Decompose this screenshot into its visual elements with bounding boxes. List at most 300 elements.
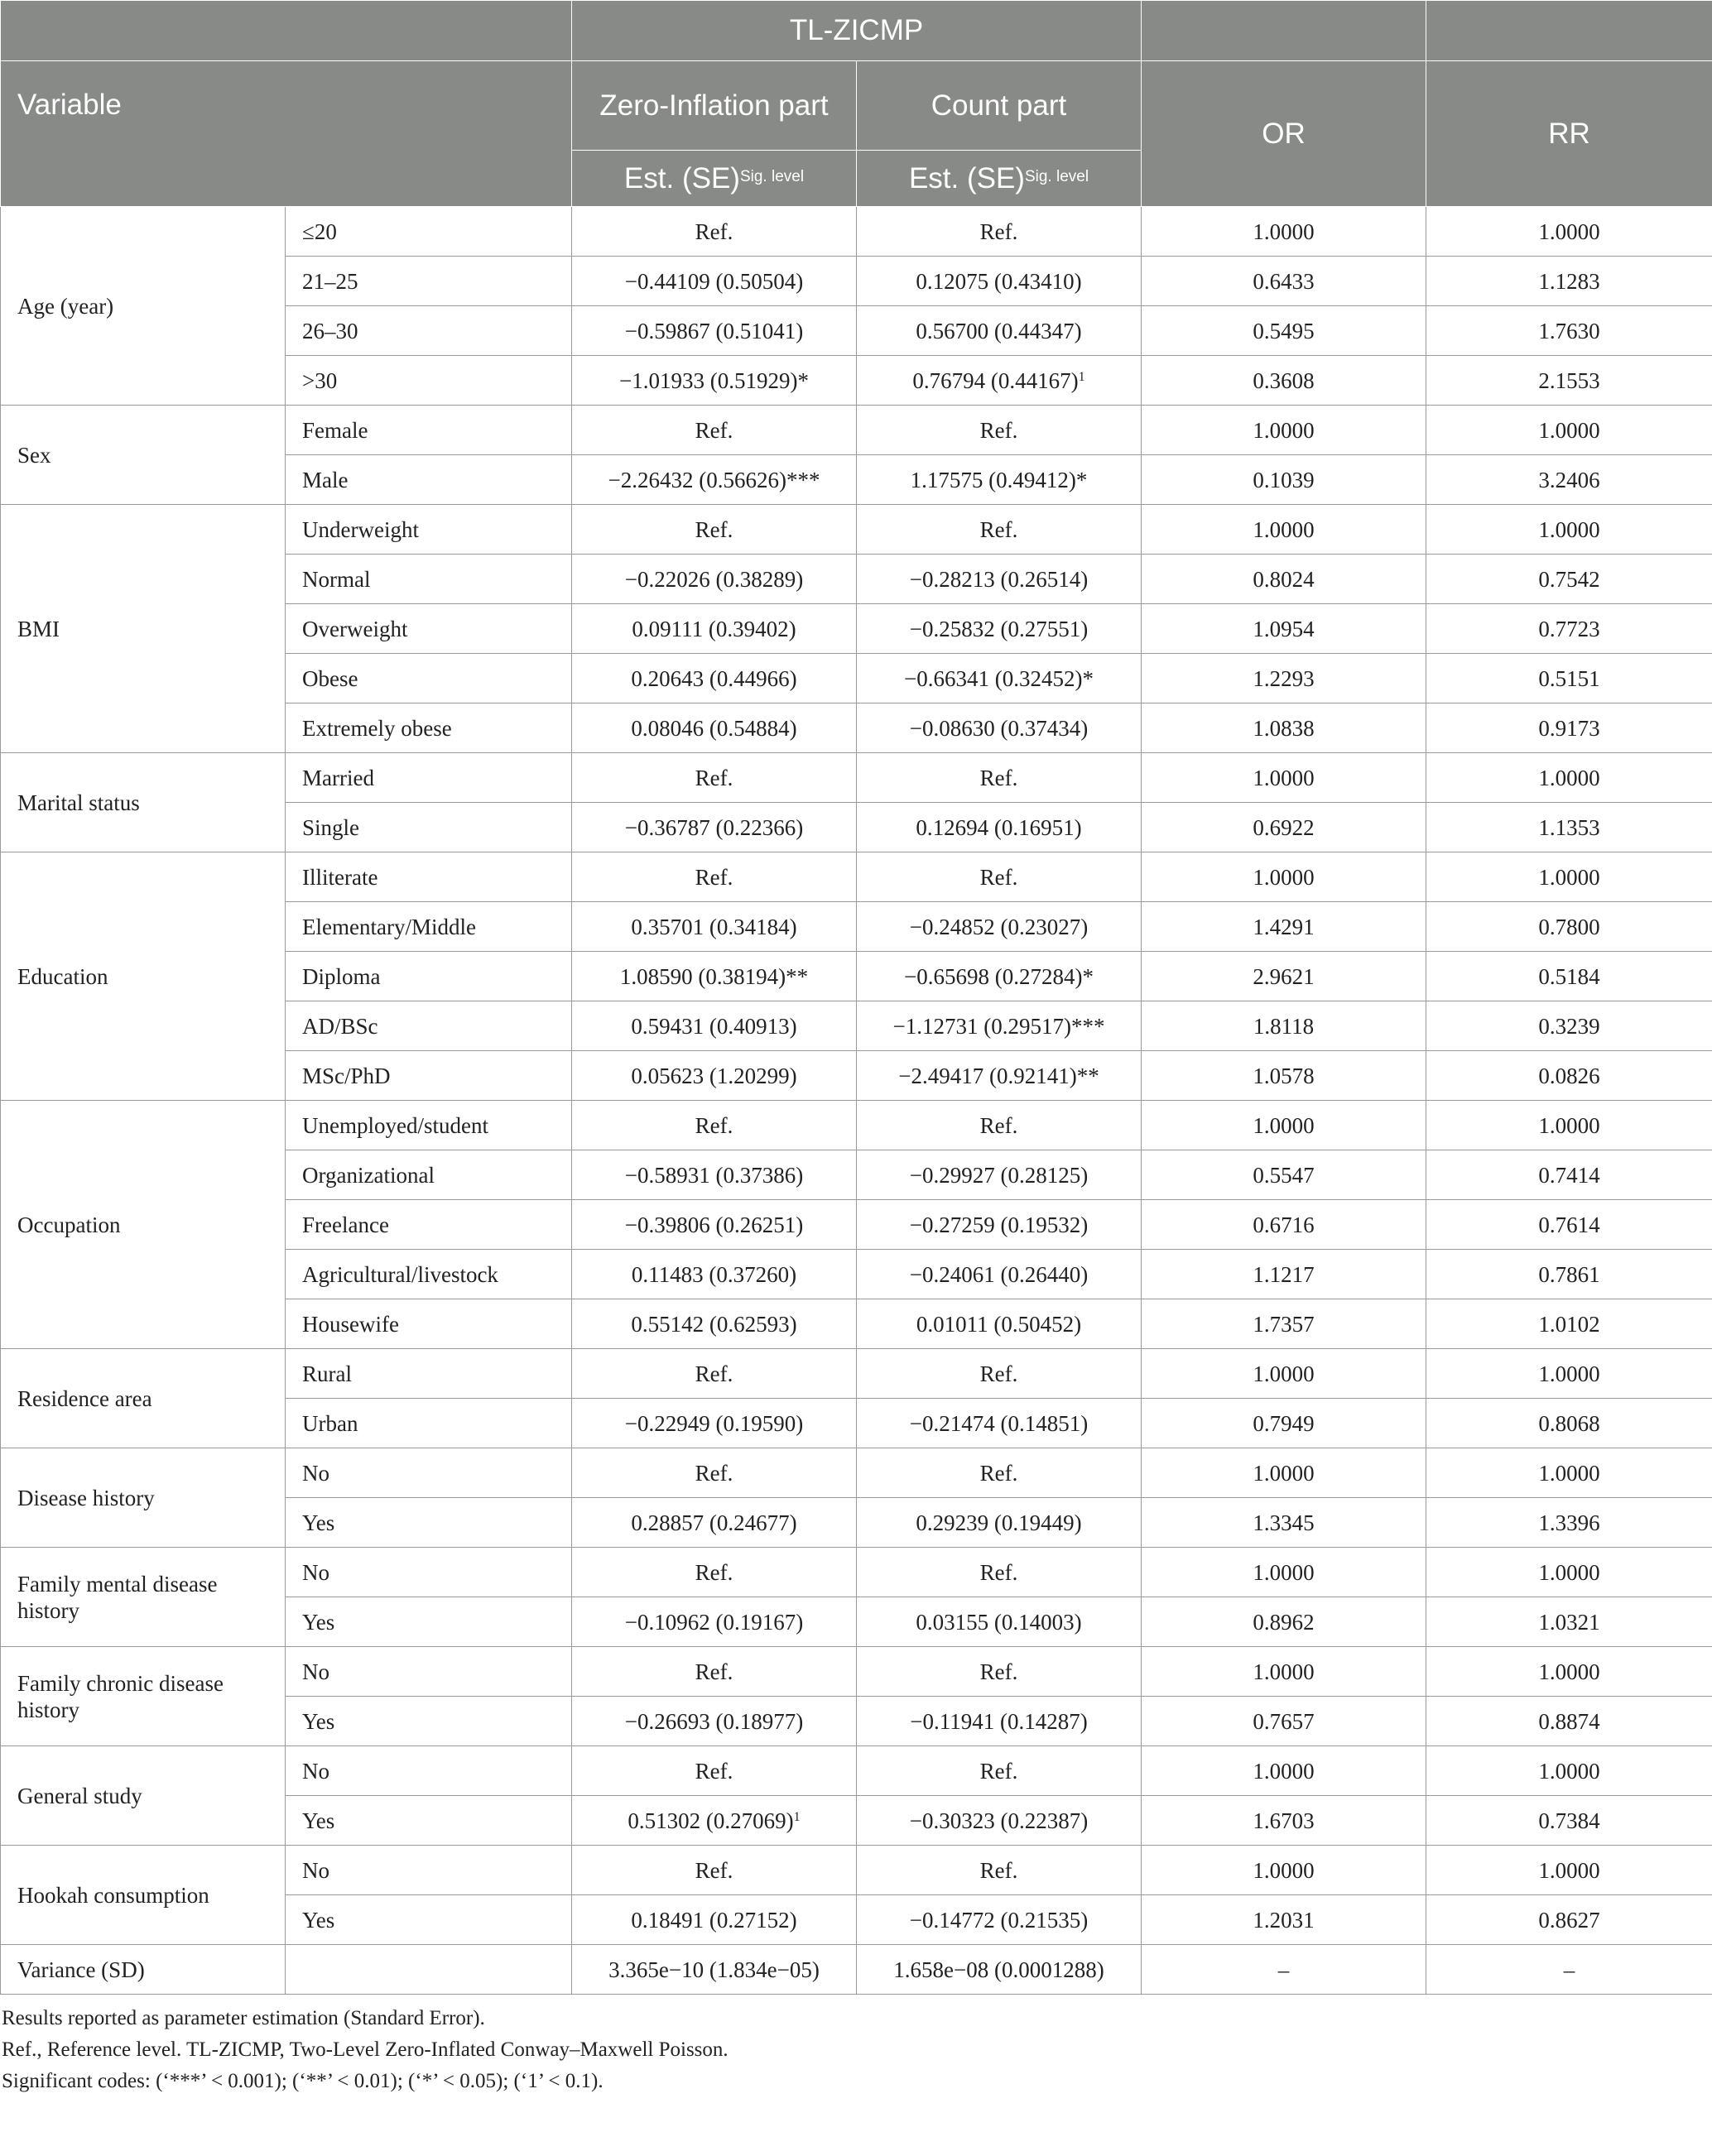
count-part-cell-text: 0.29239 (0.19449) (916, 1510, 1082, 1535)
rr-cell-text: 1.0000 (1538, 1659, 1600, 1684)
level-cell (286, 257, 572, 306)
zero-part-cell-text: Ref. (695, 417, 733, 443)
rr-cell-text: 0.8627 (1538, 1907, 1600, 1933)
or-cell (1142, 1846, 1426, 1895)
rr-cell (1426, 455, 1712, 505)
rr-cell (1426, 1399, 1712, 1448)
zero-part-cell (572, 1498, 857, 1548)
count-part-cell-text: −0.24061 (0.26440) (909, 1261, 1089, 1287)
rr-cell (1426, 1200, 1712, 1250)
level-cell-text: No (302, 1758, 329, 1784)
or-cell-text: 1.2293 (1253, 665, 1315, 691)
level-cell-text: Yes (302, 1708, 335, 1734)
rr-cell-text: 0.8068 (1538, 1410, 1600, 1436)
level-cell-text: Overweight (302, 616, 408, 641)
level-cell-text: No (302, 1460, 329, 1486)
count-part-cell-text: 1.17575 (0.49412)* (910, 467, 1088, 492)
count-part-cell (857, 505, 1142, 555)
est-label: Est. (SE) (623, 161, 740, 194)
count-part-cell-text: 0.03155 (0.14003) (916, 1609, 1082, 1635)
count-part-cell (857, 1349, 1142, 1399)
level-cell-text: >30 (302, 367, 338, 393)
or-cell-text: 1.0000 (1253, 1659, 1315, 1684)
zero-part-cell-text: 0.09111 (0.39402) (632, 616, 796, 641)
level-cell-text: Urban (302, 1410, 358, 1436)
or-cell (1142, 1647, 1426, 1697)
variable-name-text: Family chronic disease history (17, 1670, 224, 1722)
count-part-cell (857, 1597, 1142, 1647)
variance-row (1, 1945, 1712, 1995)
zero-part-cell (572, 1746, 857, 1796)
level-cell-text: AD/BSc (302, 1013, 378, 1039)
or-cell-text: 1.0000 (1253, 1559, 1315, 1585)
or-cell-text: 1.0578 (1253, 1063, 1315, 1088)
count-part-cell (857, 455, 1142, 505)
level-cell (286, 1746, 572, 1796)
count-part-cell (857, 703, 1142, 753)
level-cell-text: Yes (302, 1808, 335, 1833)
zero-part-cell (572, 1895, 857, 1945)
count-part-cell-text: −0.14772 (0.21535) (909, 1907, 1089, 1933)
count-part-cell-text: Ref. (979, 1857, 1018, 1883)
zero-part-cell (572, 356, 857, 406)
or-cell-text: 1.0000 (1253, 417, 1315, 443)
zero-part-cell-text: −0.59867 (0.51041) (624, 318, 804, 343)
level-cell (286, 1150, 572, 1200)
rr-cell-text: 1.0000 (1538, 516, 1600, 542)
or-cell (1142, 654, 1426, 703)
level-cell-text: Freelance (302, 1212, 389, 1237)
level-cell-text: Yes (302, 1609, 335, 1635)
table-row (1, 505, 1712, 555)
zero-part-cell-text: −0.58931 (0.37386) (624, 1162, 804, 1188)
level-cell-text: Rural (302, 1361, 352, 1386)
or-cell (1142, 952, 1426, 1001)
count-part-cell-text: −0.28213 (0.26514) (909, 566, 1089, 592)
rr-cell (1426, 406, 1712, 455)
level-cell (286, 1448, 572, 1498)
or-cell-text: 0.5495 (1253, 318, 1315, 343)
level-cell-text: Obese (302, 665, 358, 691)
level-cell-text: Yes (302, 1907, 335, 1933)
level-cell-text: No (302, 1857, 329, 1883)
rr-cell-text: 0.7614 (1538, 1212, 1600, 1237)
rr-cell-text: 1.0000 (1538, 1758, 1600, 1784)
zero-part-cell-sig: 1 (793, 1809, 801, 1824)
rr-cell-text: 0.7861 (1538, 1261, 1600, 1287)
rr-cell (1426, 1697, 1712, 1746)
count-part-cell (857, 604, 1142, 654)
variance-count (857, 1945, 1142, 1995)
rr-cell-text: 1.0000 (1538, 864, 1600, 890)
or-cell (1142, 703, 1426, 753)
count-part-cell-text: −0.08630 (0.37434) (909, 715, 1089, 741)
zero-part-cell-text: 0.05623 (1.20299) (631, 1063, 797, 1088)
level-cell (286, 406, 572, 455)
level-cell (286, 1597, 572, 1647)
rr-cell (1426, 1846, 1712, 1895)
zero-part-cell (572, 306, 857, 356)
or-cell (1142, 1349, 1426, 1399)
zero-part-cell-text: 0.35701 (0.34184) (631, 914, 797, 939)
variable-name (1, 1448, 286, 1548)
rr-cell-text: 0.5184 (1538, 963, 1600, 989)
header-variable: Variable (1, 61, 572, 207)
count-part-cell (857, 852, 1142, 902)
table-body (1, 207, 1712, 1995)
variable-name-text: General study (17, 1783, 142, 1808)
or-cell (1142, 306, 1426, 356)
table-row (1, 1647, 1712, 1697)
zero-part-cell-text: Ref. (695, 516, 733, 542)
or-cell (1142, 1299, 1426, 1349)
zero-part-cell (572, 604, 857, 654)
count-part-cell (857, 1746, 1142, 1796)
zero-part-cell-text: Ref. (695, 218, 733, 244)
zero-part-cell-text: 0.55142 (0.62593) (631, 1311, 797, 1337)
zero-part-cell-text: Ref. (695, 1857, 733, 1883)
or-cell-text: 1.0000 (1253, 1361, 1315, 1386)
or-cell (1142, 1746, 1426, 1796)
level-cell-text: Yes (302, 1510, 335, 1535)
level-cell-text: Underweight (302, 516, 419, 542)
or-cell-text: 0.8024 (1253, 566, 1315, 592)
count-part-cell-text: 0.12075 (0.43410) (916, 268, 1082, 294)
rr-cell-text: 0.8874 (1538, 1708, 1600, 1734)
count-part-cell-text: −0.21474 (0.14851) (909, 1410, 1089, 1436)
header-blank-rr (1426, 1, 1712, 61)
or-cell (1142, 257, 1426, 306)
count-part-cell (857, 306, 1142, 356)
zero-part-cell (572, 1846, 857, 1895)
count-part-cell-text: Ref. (979, 1659, 1018, 1684)
header-row-model (1, 1, 1712, 61)
count-part-cell-text: 0.76794 (0.44167) (912, 367, 1079, 393)
rr-cell-text: 0.7800 (1538, 914, 1600, 939)
count-part-cell (857, 1846, 1142, 1895)
or-cell (1142, 1597, 1426, 1647)
zero-part-cell-text: −0.22026 (0.38289) (624, 566, 804, 592)
level-cell (286, 1846, 572, 1895)
or-cell (1142, 753, 1426, 803)
rr-cell (1426, 1746, 1712, 1796)
level-cell-text: 21–25 (302, 268, 358, 294)
zero-part-cell (572, 902, 857, 952)
or-cell (1142, 555, 1426, 604)
rr-cell (1426, 1349, 1712, 1399)
variable-name (1, 207, 286, 406)
count-part-cell-text: −0.11941 (0.14287) (910, 1708, 1088, 1734)
count-part-cell-text: −0.24852 (0.23027) (909, 914, 1089, 939)
count-part-cell-text: Ref. (979, 1112, 1018, 1138)
level-cell (286, 207, 572, 257)
count-part-cell-text: Ref. (979, 218, 1018, 244)
level-cell-text: Normal (302, 566, 371, 592)
variable-name-text: Education (17, 963, 108, 989)
or-cell (1142, 207, 1426, 257)
count-part-cell (857, 406, 1142, 455)
variable-name (1, 406, 286, 505)
zero-part-cell (572, 1299, 857, 1349)
count-part-cell (857, 654, 1142, 703)
rr-cell (1426, 1150, 1712, 1200)
or-cell-text: 0.1039 (1253, 467, 1315, 492)
or-cell (1142, 455, 1426, 505)
table-row (1, 852, 1712, 902)
zero-part-cell-text: 0.51302 (0.27069) (628, 1808, 794, 1833)
est-label: Est. (SE) (908, 161, 1025, 194)
header-blank-or (1142, 1, 1426, 61)
rr-cell-text: 1.0102 (1538, 1311, 1600, 1337)
level-cell (286, 505, 572, 555)
rr-cell (1426, 1647, 1712, 1697)
count-part-cell (857, 1548, 1142, 1597)
or-cell-text: 0.6716 (1253, 1212, 1315, 1237)
level-cell (286, 1399, 572, 1448)
zero-part-cell (572, 257, 857, 306)
rr-cell-text: 1.0000 (1538, 218, 1600, 244)
or-cell (1142, 406, 1426, 455)
zero-part-cell-text: −0.22949 (0.19590) (624, 1410, 804, 1436)
level-cell-text: Organizational (302, 1162, 435, 1188)
rr-cell-text: 0.7723 (1538, 616, 1600, 641)
variance-zero-text: 3.365e−10 (1.834e−05) (608, 1957, 820, 1982)
zero-part-cell (572, 654, 857, 703)
zero-part-cell-text: Ref. (695, 1361, 733, 1386)
rr-cell (1426, 356, 1712, 406)
variance-rr-text: – (1563, 1957, 1575, 1982)
zero-part-cell (572, 505, 857, 555)
count-part-cell-text: 0.56700 (0.44347) (916, 318, 1082, 343)
count-part-cell (857, 207, 1142, 257)
level-cell (286, 356, 572, 406)
rr-cell-text: 1.0321 (1538, 1609, 1600, 1635)
count-part-cell-text: Ref. (979, 417, 1018, 443)
header-row-parts (1, 61, 1712, 151)
zero-part-cell-text: 0.20643 (0.44966) (631, 665, 797, 691)
count-part-cell-text: −0.30323 (0.22387) (909, 1808, 1089, 1833)
zero-part-cell (572, 455, 857, 505)
count-part-cell (857, 356, 1142, 406)
zero-part-cell (572, 207, 857, 257)
zero-part-cell (572, 1250, 857, 1299)
rr-cell (1426, 753, 1712, 803)
rr-cell (1426, 555, 1712, 604)
level-cell (286, 1200, 572, 1250)
rr-cell-text: 0.9173 (1538, 715, 1600, 741)
or-cell (1142, 1200, 1426, 1250)
level-cell-text: Female (302, 417, 368, 443)
zero-part-cell-text: 0.59431 (0.40913) (631, 1013, 797, 1039)
zero-part-cell (572, 1697, 857, 1746)
or-cell (1142, 604, 1426, 654)
or-cell-text: 2.9621 (1253, 963, 1315, 989)
header-count-part: Count part (857, 61, 1142, 151)
zero-part-cell (572, 1399, 857, 1448)
or-cell-text: 1.7357 (1253, 1311, 1315, 1337)
level-cell-text: Married (302, 765, 374, 790)
count-part-cell (857, 1200, 1142, 1250)
count-part-cell (857, 1647, 1142, 1697)
zero-part-cell-text: −0.26693 (0.18977) (624, 1708, 804, 1734)
count-part-cell-text: −1.12731 (0.29517)*** (892, 1013, 1105, 1039)
variable-name-text: BMI (17, 616, 60, 641)
or-cell (1142, 1895, 1426, 1945)
variable-name-text: Disease history (17, 1485, 155, 1510)
count-part-cell (857, 257, 1142, 306)
level-cell (286, 1647, 572, 1697)
level-cell (286, 1051, 572, 1101)
level-cell (286, 604, 572, 654)
or-cell (1142, 852, 1426, 902)
count-part-cell (857, 902, 1142, 952)
count-part-cell-sig: 1 (1078, 369, 1085, 384)
rr-cell-text: 0.7414 (1538, 1162, 1600, 1188)
or-cell-text: 0.6433 (1253, 268, 1315, 294)
level-cell-text: No (302, 1659, 329, 1684)
or-cell (1142, 1548, 1426, 1597)
or-cell-text: 1.1217 (1253, 1261, 1315, 1287)
table-notes (0, 2003, 1712, 2097)
or-cell-text: 1.0000 (1253, 1112, 1315, 1138)
level-cell (286, 1299, 572, 1349)
or-cell-text: 1.0954 (1253, 616, 1315, 641)
level-cell-text: No (302, 1559, 329, 1585)
or-cell-text: 1.0000 (1253, 765, 1315, 790)
variable-name-text: Marital status (17, 790, 140, 815)
count-part-cell (857, 1697, 1142, 1746)
zero-part-cell-text: −0.44109 (0.50504) (624, 268, 804, 294)
count-part-cell (857, 952, 1142, 1001)
header-rr: RR (1426, 61, 1712, 207)
level-cell (286, 306, 572, 356)
level-cell (286, 1101, 572, 1150)
or-cell-text: 1.0000 (1253, 218, 1315, 244)
zero-part-cell (572, 1001, 857, 1051)
count-part-cell-text: −0.29927 (0.28125) (909, 1162, 1089, 1188)
rr-cell (1426, 1597, 1712, 1647)
count-part-cell-text: Ref. (979, 1361, 1018, 1386)
level-cell-text: Illiterate (302, 864, 378, 890)
rr-cell (1426, 1498, 1712, 1548)
variable-name (1, 1349, 286, 1448)
zero-part-cell (572, 1448, 857, 1498)
or-cell-text: 1.0000 (1253, 1460, 1315, 1486)
note-line: Ref., Reference level. TL-ZICMP, Two-Level Zero-Inflated Conway–Maxwell Poisson. (2, 2038, 729, 2061)
level-cell (286, 852, 572, 902)
zero-part-cell-text: Ref. (695, 1758, 733, 1784)
zero-part-cell (572, 406, 857, 455)
rr-cell-text: 2.1553 (1538, 367, 1600, 393)
or-cell-text: 1.2031 (1253, 1907, 1315, 1933)
zero-part-cell-text: 0.08046 (0.54884) (631, 715, 797, 741)
or-cell (1142, 1796, 1426, 1846)
zero-part-cell (572, 803, 857, 852)
level-cell (286, 654, 572, 703)
rr-cell-text: 1.0000 (1538, 1559, 1600, 1585)
level-cell (286, 902, 572, 952)
zero-part-cell (572, 1647, 857, 1697)
variance-level (286, 1945, 572, 1995)
count-part-cell-text: Ref. (979, 1758, 1018, 1784)
variable-name (1, 1647, 286, 1746)
or-cell (1142, 1250, 1426, 1299)
count-part-cell-text: 0.12694 (0.16951) (916, 814, 1082, 840)
note-line: Results reported as parameter estimation (Standard Error). (2, 2007, 485, 2029)
or-cell (1142, 356, 1426, 406)
count-part-cell-text: Ref. (979, 765, 1018, 790)
rr-cell-text: 1.3396 (1538, 1510, 1600, 1535)
count-part-cell-text: 0.01011 (0.50452) (916, 1311, 1082, 1337)
level-cell (286, 1498, 572, 1548)
zero-part-cell (572, 1200, 857, 1250)
variance-zero (572, 1945, 857, 1995)
zero-part-cell (572, 1150, 857, 1200)
count-part-cell (857, 753, 1142, 803)
or-cell-text: 0.5547 (1253, 1162, 1315, 1188)
or-cell (1142, 1498, 1426, 1548)
count-part-cell-text: −0.27259 (0.19532) (909, 1212, 1089, 1237)
or-cell-text: 1.0000 (1253, 1758, 1315, 1784)
count-part-cell-text: Ref. (979, 864, 1018, 890)
count-part-cell-text: −0.66341 (0.32452)* (904, 665, 1094, 691)
zero-part-cell-text: 1.08590 (0.38194)** (619, 963, 809, 989)
or-cell-text: 0.6922 (1253, 814, 1315, 840)
or-cell (1142, 1399, 1426, 1448)
level-cell-text: 26–30 (302, 318, 358, 343)
count-part-cell (857, 1001, 1142, 1051)
rr-cell-text: 1.0000 (1538, 1857, 1600, 1883)
rr-cell-text: 1.0000 (1538, 765, 1600, 790)
header-or: OR (1142, 61, 1426, 207)
count-part-cell-text: −2.49417 (0.92141)** (898, 1063, 1099, 1088)
rr-cell (1426, 505, 1712, 555)
rr-cell-text: 1.0000 (1538, 1361, 1600, 1386)
rr-cell-text: 1.1283 (1538, 268, 1600, 294)
rr-cell (1426, 604, 1712, 654)
rr-cell-text: 0.5151 (1538, 665, 1600, 691)
zero-part-cell-text: −1.01933 (0.51929)* (619, 367, 809, 393)
rr-cell (1426, 952, 1712, 1001)
variable-name (1, 753, 286, 852)
or-cell-text: 0.8962 (1253, 1609, 1315, 1635)
variable-name (1, 505, 286, 753)
rr-cell (1426, 852, 1712, 902)
count-part-cell (857, 1498, 1142, 1548)
table-row (1, 406, 1712, 455)
or-cell-text: 0.3608 (1253, 367, 1315, 393)
zero-part-cell-text: −2.26432 (0.56626)*** (608, 467, 820, 492)
count-part-cell (857, 555, 1142, 604)
variable-name-text: Residence area (17, 1385, 152, 1411)
or-cell-text: 1.3345 (1253, 1510, 1315, 1535)
variable-name (1, 852, 286, 1101)
table-row (1, 753, 1712, 803)
rr-cell-text: 1.0000 (1538, 1112, 1600, 1138)
level-cell (286, 1796, 572, 1846)
header-blank (1, 1, 572, 61)
zero-part-cell-text: Ref. (695, 864, 733, 890)
variance-count-text: 1.658e−08 (0.0001288) (893, 1957, 1104, 1982)
variable-name-text: Occupation (17, 1212, 121, 1237)
or-cell-text: 0.7949 (1253, 1410, 1315, 1436)
rr-cell-text: 1.7630 (1538, 318, 1600, 343)
variance-or (1142, 1945, 1426, 1995)
level-cell (286, 455, 572, 505)
or-cell (1142, 1448, 1426, 1498)
zero-part-cell-text: Ref. (695, 1659, 733, 1684)
header-zero-part: Zero-Inflation part (572, 61, 857, 151)
